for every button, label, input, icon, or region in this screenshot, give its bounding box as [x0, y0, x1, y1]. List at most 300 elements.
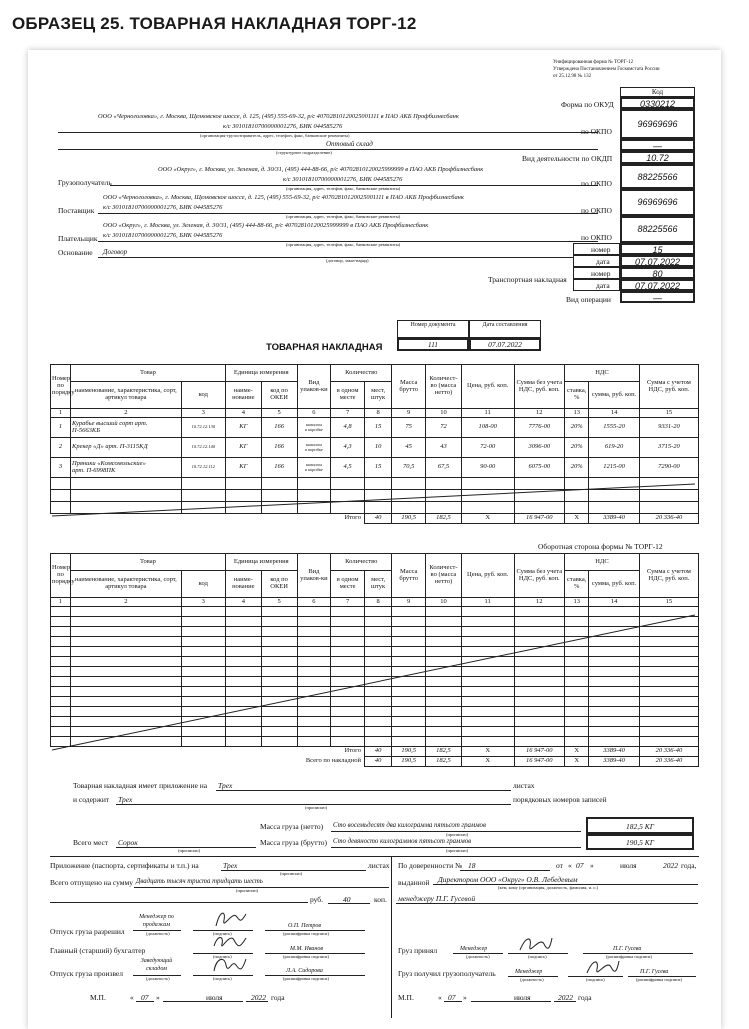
done-label: Отпуск груза произвел [50, 969, 124, 978]
itogo2-sum: 16 947-00 [514, 747, 565, 757]
supplier-label: Поставщик [58, 206, 95, 215]
year-right: 2022 [558, 993, 573, 1002]
month-left: июля [206, 993, 223, 1002]
basis-value: Договор [103, 248, 128, 256]
proxy-num: 18 [468, 861, 476, 870]
signature-accountant [210, 930, 250, 952]
table-row [51, 458, 699, 478]
consignee-line2: к/с 30101810700000001276, БИК 044585276 [283, 176, 403, 183]
basis-num-label: номер [591, 245, 611, 254]
col-num: 6 [297, 598, 331, 607]
appendix-sheets: листах [513, 781, 535, 790]
received-label: Груз получил грузополучатель [398, 969, 496, 978]
net-value: Сто восемьдесят два килограмма пятьсот граммов [333, 822, 486, 829]
vsego-row [51, 757, 699, 767]
gross-label: Масса груза (брутто) [260, 838, 328, 847]
th-pack: Вид упаков-ки [297, 365, 331, 409]
col-num: 11 [461, 409, 514, 418]
op-label: Вид операции [566, 295, 611, 304]
col-num: 11 [461, 598, 514, 607]
signature-received [583, 955, 623, 977]
strike-line-back [50, 610, 699, 755]
row-name-1: Крекер «Д» арт. П-3115КД [72, 443, 148, 451]
permit-label: Отпуск груза разрешил [50, 927, 125, 936]
row-unit: КГ [225, 418, 261, 438]
doc-number: 111 [427, 340, 439, 349]
basis-caption: (договор, заказ-наряд) [326, 258, 369, 263]
row-name-1: Пряники «Комсомольские» [72, 459, 146, 467]
itogo-price: X [461, 514, 514, 524]
document-sheet [28, 50, 721, 1029]
serial-label: порядковых номеров записей [513, 795, 607, 804]
th-vat-sum: сумма, руб. коп. [589, 571, 640, 598]
month-right: июля [514, 993, 531, 1002]
row-places: 10 [364, 438, 391, 458]
okpo-supplier-code: 96969696 [620, 189, 695, 216]
places-value: Сорок [118, 838, 138, 847]
payer-label: Плательщик [58, 234, 98, 243]
row-sum: 7776-00 [514, 418, 565, 438]
cap-decode: (расшифровка подписи) [606, 954, 652, 959]
accepted-pos: Менеджер [460, 946, 488, 952]
itogo-vat: 3389-40 [589, 514, 640, 524]
row-sum: 6075-00 [514, 458, 565, 478]
table-row [51, 438, 699, 458]
th-name: наименование, характеристика, сорт, артикул товара [71, 382, 182, 409]
itogo2-places: 40 [364, 747, 391, 757]
col-num: 4 [225, 409, 261, 418]
net-box: 182,5 КГ [626, 822, 654, 831]
proxy-month: июля [620, 861, 637, 870]
signature-done [210, 953, 250, 975]
col-num: 3 [181, 409, 225, 418]
row-price: 72-00 [461, 438, 514, 458]
col-numbers-row [51, 409, 699, 418]
th-gross: Масса брутто [392, 554, 426, 598]
col-num: 14 [589, 598, 640, 607]
day-right: 07 [448, 993, 456, 1002]
day-left: 07 [141, 993, 149, 1002]
done-pos-1: Заведующий [140, 958, 173, 964]
net-label: Масса груза (нетто) [260, 822, 324, 831]
basis-date-code: 07.07.2022 [620, 255, 695, 267]
okpo-consignee-code: 88225566 [620, 164, 695, 189]
th-num: Номер по порядку [51, 554, 71, 598]
col-num: 1 [51, 409, 71, 418]
payer-line1: ООО «Округ», г. Москва, ул. Зеленая, д. 30/31, (495) 444-88-66, р/с 40702810120025999999 в ПАО АКБ Профбизнесбанк [103, 222, 429, 229]
transport-date-label: дата [596, 281, 610, 290]
cap-pos: (должность) [146, 931, 170, 936]
contains-value: Трех [118, 795, 133, 804]
received-name: П.Г. Гусева [640, 969, 669, 975]
accepted-label: Груз принял [398, 946, 438, 955]
col-num: 13 [565, 598, 589, 607]
strike-line-front [50, 480, 699, 520]
row-total: 7290-00 [639, 458, 698, 478]
reverse-caption: Оборотная сторона формы № ТОРГ-12 [538, 542, 663, 551]
th-one-place: в одном месте [331, 571, 365, 598]
shipper-line1: ООО «Черноголовка», г. Москва, Щелковское шоссе, д. 125, (495) 555-69-32, р/с 40702810120025001111 в ПАО АКБ Профбизнесбанк [98, 113, 459, 120]
vsego-price: X [461, 757, 514, 767]
row-sum: 3096-00 [514, 438, 565, 458]
th-code: код [181, 382, 225, 409]
th-name: наименование, характеристика, сорт, артикул товара [71, 571, 182, 598]
vsego-total: 20 336-40 [639, 757, 698, 767]
col-num: 9 [392, 409, 426, 418]
row-price: 108-00 [461, 418, 514, 438]
row-places: 15 [364, 418, 391, 438]
consignee-caption: (организация, адрес, телефон, факс, банковские реквизиты) [286, 186, 401, 191]
row-rate: 20% [565, 458, 589, 478]
itogo-places: 40 [364, 514, 391, 524]
row-one: 4,5 [331, 458, 365, 478]
col-num: 10 [426, 409, 462, 418]
okpo-shipper-code: 96969696 [620, 109, 695, 139]
year-suffix-left: года [271, 993, 285, 1002]
okpo-label-1: по ОКПО [581, 127, 612, 136]
row-gross: 70,5 [392, 458, 426, 478]
form-info-1: Унифицированная форма № ТОРГ-12 [553, 60, 634, 65]
itogo-rate: X [565, 514, 589, 524]
proxy-from: от [556, 861, 563, 870]
page-header [0, 0, 749, 50]
vsego-places: 40 [364, 757, 391, 767]
gross-box: 190,5 КГ [626, 838, 654, 847]
th-unit-name: наиме-нование [225, 382, 261, 409]
cap-sign: (подпись) [213, 954, 232, 959]
col-num: 6 [297, 409, 331, 418]
row-num: 3 [51, 458, 71, 478]
shipper-caption: (организация-грузоотправитель, адрес, телефон, факс, банковские реквизиты) [200, 133, 350, 138]
row-price: 90-00 [461, 458, 514, 478]
basis-date-label: дата [596, 257, 610, 266]
th-rate: ставка, % [565, 571, 589, 598]
th-places: мест, штук [364, 382, 391, 409]
dept-caption: (структурное подразделение) [276, 150, 332, 155]
released-caption: (прописью) [236, 888, 259, 893]
th-vat: НДС [565, 554, 640, 571]
mp-left: М.П. [90, 993, 106, 1002]
doc-title: ТОВАРНАЯ НАКЛАДНАЯ [266, 342, 383, 353]
issued-value-2: менеджеру П.Г. Гусевой [398, 894, 476, 903]
th-vat: НДС [565, 365, 640, 382]
row-total: 3715-20 [639, 438, 698, 458]
appendix-label: Товарная накладная имеет приложение на [73, 781, 208, 790]
day-left-open: « [130, 993, 134, 1002]
row-code: 10.72.12.130 [181, 418, 225, 438]
row-rate: 20% [565, 438, 589, 458]
vsego-net: 182,5 [426, 757, 462, 767]
acc-name: М.М. Иванов [290, 946, 323, 952]
okdp-label: Вид деятельности по ОКДП [522, 154, 613, 163]
issued-value: Директором ООО «Округ» О.В. Лебедевым [438, 875, 578, 884]
th-net: Количест-во (масса нетто) [426, 365, 462, 409]
attach-caption: (прописью) [280, 871, 303, 876]
issued-label: выданной [398, 878, 430, 887]
okud-label: Форма по ОКУД [561, 100, 614, 109]
released-label: Всего отпущено на сумму [50, 878, 134, 887]
issued-caption: (кем, кому (организация, должность, фамилия, и. о.) [498, 885, 599, 890]
row-unit: КГ [225, 458, 261, 478]
basis-num-code: 15 [620, 243, 695, 255]
consignee-line1: ООО «Округ», г. Москва, ул. Зеленая, д. 30/31, (495) 444-88-66, р/с 40702810120025999999 в ПАО АКБ Профбизнесбанк [158, 166, 484, 173]
col-num: 15 [639, 598, 698, 607]
transport-num-label: номер [591, 269, 611, 278]
released-value: Двадцать тысяч триста тридцать шесть [136, 878, 263, 885]
th-goods: Товар [71, 365, 226, 382]
col-num: 5 [261, 409, 297, 418]
kop-label: коп. [374, 895, 387, 904]
okud-code: 0330212 [620, 97, 695, 109]
row-gross: 75 [392, 418, 426, 438]
vsego-sum: 16 947-00 [514, 757, 565, 767]
col-num: 4 [225, 598, 261, 607]
row-net: 72 [426, 418, 462, 438]
day-right-close: » [463, 993, 467, 1002]
row-one: 4,3 [331, 438, 365, 458]
th-unit: Единица измерения [225, 365, 297, 382]
col-num: 12 [514, 409, 565, 418]
row-okei: 166 [261, 418, 297, 438]
mp-right: М.П. [398, 993, 414, 1002]
payer-line2: к/с 30101810700000001276, БИК 044585276 [103, 232, 223, 239]
th-okei: код по ОКЕИ [261, 571, 297, 598]
okdp-code: 10.72 [620, 151, 695, 164]
row-net: 67,5 [426, 458, 462, 478]
itogo-net: 182,5 [426, 514, 462, 524]
okpo-label-4: по ОКПО [581, 233, 612, 242]
day-right-open: « [438, 993, 442, 1002]
row-name-2: П-5663КБ [72, 426, 101, 434]
itogo2-price: X [461, 747, 514, 757]
col-num: 5 [261, 598, 297, 607]
th-price: Цена, руб. коп. [461, 365, 514, 409]
received-pos: Менеджер [515, 969, 543, 975]
th-goods: Товар [71, 554, 226, 571]
itogo-label: Итого [344, 514, 361, 522]
row-code: 10.72.12.140 [181, 438, 225, 458]
net-caption: (прописью) [446, 832, 469, 837]
row-pack-2: в коробке [304, 446, 323, 452]
th-okei: код по ОКЕИ [261, 382, 297, 409]
row-net: 43 [426, 438, 462, 458]
vsego-label: Всего по накладной [305, 757, 361, 765]
cap-decode: (расшифровка подписи) [283, 976, 329, 981]
doc-date-head: Дата составления [482, 322, 528, 328]
col-num: 7 [331, 598, 365, 607]
vsego-rate: X [565, 757, 589, 767]
col-num: 8 [364, 409, 391, 418]
th-unit: Единица измерения [225, 554, 297, 571]
col-num: 15 [639, 409, 698, 418]
th-places: мест, штук [364, 571, 391, 598]
places-label: Всего мест [73, 838, 109, 847]
th-total: Сумма с учетом НДС, руб. коп. [639, 365, 698, 409]
row-unit: КГ [225, 438, 261, 458]
th-unit-name: наиме-нование [225, 571, 261, 598]
dept-value: Оптовый склад [326, 140, 373, 148]
th-sum: Сумма без учета НДС, руб. коп. [514, 554, 565, 598]
th-rate: ставка, % [565, 382, 589, 409]
vsego-vat: 3389-40 [589, 757, 640, 767]
row-pack-1: навалом [306, 441, 322, 447]
col-num: 7 [331, 409, 365, 418]
itogo2-gross: 190,5 [392, 747, 426, 757]
cap-sign: (подпись) [213, 976, 232, 981]
acc-label: Главный (старший) бухгалтер [50, 946, 146, 955]
col-num: 2 [71, 598, 182, 607]
proxy-day: 07 [576, 861, 584, 870]
row-num: 1 [51, 418, 71, 438]
row-pack-1: навалом [306, 421, 322, 427]
row-okei: 166 [261, 458, 297, 478]
contains-label: и содержит [73, 795, 110, 804]
itogo-total: 20 336-40 [639, 514, 698, 524]
form-info-2: Утверждена Постановлением Госкомстата России [553, 67, 660, 72]
row-name-1: Курабье высший сорт арт. [72, 419, 148, 427]
th-vat-sum: сумма, руб. коп. [589, 382, 640, 409]
transport-label: Транспортная накладная [488, 275, 567, 284]
appendix-value: Трех [218, 781, 233, 790]
vsego-gross: 190,5 [392, 757, 426, 767]
th-num: Номер по порядку [51, 365, 71, 409]
th-qty: Количество [331, 554, 392, 571]
signature-permit [210, 908, 250, 930]
col-num: 8 [364, 598, 391, 607]
accepted-name: П.Г. Гусева [613, 946, 642, 952]
th-sum: Сумма без учета НДС, руб. коп. [514, 365, 565, 409]
signature-accepted [516, 932, 556, 954]
proxy-year: 2022 [663, 861, 678, 870]
itogo2-net: 182,5 [426, 747, 462, 757]
itogo2-label: Итого [344, 747, 361, 755]
cap-decode: (расшифровка подписи) [283, 954, 329, 959]
cap-sign: (подпись) [528, 954, 547, 959]
attach-value: Трех [223, 861, 238, 870]
done-name: Л.А. Сидорова [286, 968, 323, 974]
row-vat: 619-20 [589, 438, 640, 458]
itogo-gross: 190,5 [392, 514, 426, 524]
th-price: Цена, руб. коп. [461, 554, 514, 598]
cap-pos: (должность) [520, 977, 544, 982]
cap-decode: (расшифровка подписи) [636, 977, 682, 982]
th-pack: Вид упаков-ки [297, 554, 331, 598]
page-title: ОБРАЗЕЦ 25. ТОВАРНАЯ НАКЛАДНАЯ ТОРГ-12 [12, 14, 417, 33]
kop-value: 40 [343, 895, 351, 904]
cap-sign: (подпись) [586, 977, 605, 982]
th-qty: Количество [331, 365, 392, 382]
row-pack-2: в коробке [304, 426, 323, 432]
col-num: 12 [514, 598, 565, 607]
attach-label: Приложение (паспорта, сертификаты и т.п.) на [50, 861, 199, 870]
row-name-2: арт. П-6998ПК [72, 466, 116, 474]
payer-caption: (организация, адрес, телефон, факс, банковские реквизиты) [286, 242, 401, 247]
row-okei: 166 [261, 438, 297, 458]
contains-caption: (прописью) [305, 805, 328, 810]
row-num: 2 [51, 438, 71, 458]
row-vat: 1215-00 [589, 458, 640, 478]
supplier-line2: к/с 30101810700000001276, БИК 044585276 [103, 204, 223, 211]
col-num: 3 [181, 598, 225, 607]
cap-sign: (подпись) [213, 931, 232, 936]
day-left-close: » [156, 993, 160, 1002]
th-code: код [181, 571, 225, 598]
col-num: 2 [71, 409, 182, 418]
col-num: 10 [426, 598, 462, 607]
year-suffix-right: года [578, 993, 592, 1002]
row-code: 10.72.12.112 [181, 458, 225, 478]
doc-date: 07.07.2022 [488, 340, 522, 349]
col-num: 9 [392, 598, 426, 607]
op-code: — [620, 291, 695, 303]
row-gross: 45 [392, 438, 426, 458]
okpo-label-2: по ОКПО [581, 179, 612, 188]
row-one: 4,8 [331, 418, 365, 438]
consignee-label: Грузополучатель [58, 178, 112, 187]
places-caption: (прописью) [178, 848, 201, 853]
okpo-payer-code: 88225566 [620, 216, 695, 243]
rub-label: руб. [310, 895, 323, 904]
table-row [51, 418, 699, 438]
codes-head: Код [620, 87, 695, 97]
col-num: 13 [565, 409, 589, 418]
permit-pos-2: продажам [142, 922, 171, 928]
itogo2-total: 20 336-40 [639, 747, 698, 757]
itogo2-rate: X [565, 747, 589, 757]
th-total: Сумма с учетом НДС, руб. коп. [639, 554, 698, 598]
cap-pos: (должность) [146, 976, 170, 981]
supplier-line1: ООО «Черноголовка», г. Москва, Щелковское шоссе, д. 125, (495) 555-69-32, р/с 40702810120025001111 в ПАО АКБ Профбизнесбанк [103, 194, 464, 201]
done-pos-2: складом [146, 966, 167, 972]
row-vat: 1555-20 [589, 418, 640, 438]
col-num: 14 [589, 409, 640, 418]
proxy-day-open: « [568, 861, 572, 870]
form-info-3: от 25.12.98 № 132 [553, 74, 592, 79]
supplier-caption: (организация, адрес, телефон, факс, банковские реквизиты) [286, 214, 401, 219]
cap-decode: (расшифровка подписи) [283, 931, 329, 936]
row-total: 9331-20 [639, 418, 698, 438]
shipper-line2: к/с 30101810700000001276, БИК 044585276 [223, 123, 343, 130]
dept-code: — [620, 139, 695, 151]
gross-caption: (прописью) [446, 848, 469, 853]
basis-label: Основание [58, 248, 93, 257]
itogo-sum: 16 947-00 [514, 514, 565, 524]
attach-sheets: листах [368, 861, 390, 870]
permit-name: О.П. Петров [288, 923, 322, 929]
gross-value: Сто девяносто килограммов пятьсот граммов [333, 838, 472, 845]
row-pack-1: навалом [306, 461, 322, 467]
th-gross: Масса брутто [392, 365, 426, 409]
year-left: 2022 [251, 993, 266, 1002]
row-rate: 20% [565, 418, 589, 438]
proxy-year-suffix: года, [681, 861, 697, 870]
proxy-day-close: » [590, 861, 594, 870]
cap-pos: (должность) [466, 954, 490, 959]
itogo2-vat: 3389-40 [589, 747, 640, 757]
col-numbers-row [51, 598, 699, 607]
proxy-label: По доверенности № [398, 861, 463, 870]
col-num: 1 [51, 598, 71, 607]
th-one-place: в одном месте [331, 382, 365, 409]
transport-date-code: 07.07.2022 [620, 279, 695, 291]
okpo-label-3: по ОКПО [581, 206, 612, 215]
doc-num-head: Номер документа [410, 322, 456, 328]
permit-pos-1: Менеджер по [139, 914, 174, 920]
th-net: Количест-во (масса нетто) [426, 554, 462, 598]
transport-num-code: 80 [620, 267, 695, 279]
row-pack-2: в коробке [304, 466, 323, 472]
row-places: 15 [364, 458, 391, 478]
